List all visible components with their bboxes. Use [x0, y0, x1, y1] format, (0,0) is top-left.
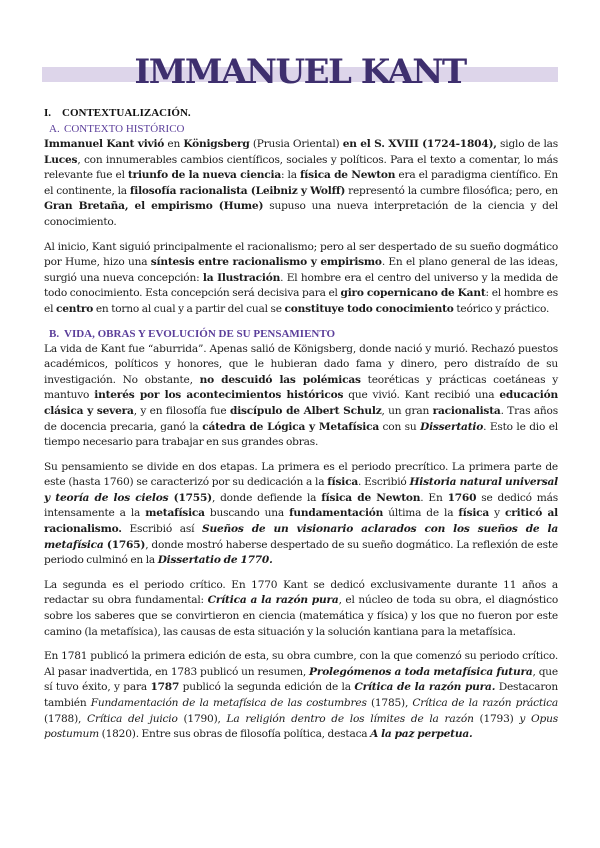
subsection-heading-b: [44, 327, 558, 342]
emphasized-text: racionalista: [432, 404, 501, 417]
italic-text: Fundamentación de la metafísica de las costumbres: [90, 697, 367, 709]
emphasized-text: interés por los acontecimientos históricos: [94, 389, 344, 402]
paragraph: Al inicio, Kant siguió principalmente el racionalismo; pero al ser despertado de su sueño dogmático por Hume, hizo una síntesis entre racionalismo y empirismo. En el plano general de las ideas, surgió una nueva concepción: la Ilustración. El hombre era el centro del universo y la medida de todo conocimiento. Esta concepción será decisiva para el giro copernicano de Kant: el hombre es el centro en torno al cual y a partir del cual se constituye todo conocimiento teórico y práctico.: [44, 240, 558, 315]
italic-text: Crítica de la razón práctica: [412, 697, 559, 709]
subsection-heading-a: [44, 122, 558, 137]
section-number: I.: [44, 107, 52, 119]
paragraph: La segunda es el periodo crítico. En 1770 Kant se dedicó exclusivamente durante 11 años a redactar su obra fundamental: Crítica a la razón pura, el núcleo de toda su obra, el diagnóstico sobre los saberes que se convirtieron en ciencia (matemática y física) y los que no fueron por este camino (la metafísica), las causas de esta situación y la solución kantiana para la metafísica.: [44, 578, 558, 638]
emphasized-text: constituye todo conocimiento: [284, 302, 454, 315]
paragraph: En 1781 publicó la primera edición de esta, su obra cumbre, con la que comenzó su periodo crítico. Al pasar inadvertida, en 1783 publicó un resumen, Prolegómenos a toda metafísica futura, que sí tuvo éxito, y para 1787 publicó la segunda edición de la Crítica de la razón pura. Destacaron también Fundamentación de la metafísica de las costumbres (1785), Crítica de la razón práctica (1788), Crítica del juicio (1790), La religión dentro de los límites de la razón (1793) y Opus postumum (1820). Entre sus obras de filosofía política, destaca A la paz perpetua.: [44, 650, 559, 741]
emphasized-text: (1755): [168, 491, 212, 504]
emphasized-text: Königsberg: [183, 138, 250, 150]
emphasized-text: física: [458, 507, 490, 520]
emphasized-text: Immanuel Kant vivió: [44, 138, 165, 150]
section-heading: [44, 106, 558, 121]
emphasized-text: física de Newton: [299, 169, 396, 182]
emphasized-text: (1765): [103, 538, 146, 551]
emphasized-text: Prolegómenos a toda metafísica futura: [309, 665, 533, 678]
emphasized-text: educación clásica y severa: [44, 389, 558, 417]
emphasized-text: fundamentación: [289, 507, 384, 520]
emphasized-text: no descuidó las polémicas: [199, 373, 361, 386]
italic-text: Crítica del juicio: [87, 712, 178, 725]
subsection-title: CONTEXTO HISTÓRICO: [64, 123, 185, 135]
emphasized-text: Historia natural universal y teoría de los cielos: [44, 476, 558, 504]
emphasized-text: centro: [55, 302, 94, 315]
emphasized-text: Luces: [44, 153, 78, 166]
paragraph: Immanuel Kant vivió en Königsberg (Prusia Oriental) en el S. XVIII (1724-1804), siglo de las Luces, con innumerables cambios científicos, sociales y políticos. Para el texto a comentar, lo más relevante fue el triunfo de la nueva ciencia: la física de Newton era el paradigma científico. En el continente, la filosofía racionalista (Leibniz y Wolff) representó la cumbre filosófica; pero, en Gran Bretaña, el empirismo (Hume) supuso una nueva interpretación de la ciencia y del conocimiento.: [44, 138, 559, 228]
emphasized-text: metafísica: [145, 507, 205, 520]
document-body: [44, 106, 558, 752]
emphasized-text: Gran Bretaña, el empirismo (Hume): [44, 200, 264, 213]
document-title: IMMANUEL KANT: [134, 52, 466, 92]
emphasized-text: giro copernicano de Kant: [340, 287, 486, 300]
emphasized-text: física de Newton: [321, 491, 421, 504]
emphasized-text: Dissertatio: [420, 420, 484, 433]
emphasized-text: triunfo de la nueva ciencia: [127, 169, 282, 182]
emphasized-text: A la paz perpetua.: [370, 728, 473, 741]
emphasized-text: 1787: [150, 681, 180, 694]
emphasized-text: Crítica a la razón pura: [207, 594, 339, 607]
emphasized-text: Crítica de la razón pura.: [354, 681, 496, 694]
paragraph: Su pensamiento se divide en dos etapas. La primera es el periodo precrítico. La primera parte de este (hasta 1760) se caracterizó por su dedicación a la física. Escribió Historia natural universal y teoría de los cielos (1755), donde defiende la física de Newton. En 1760 se dedicó más intensamente a la metafísica buscando una fundamentación última de la física y criticó al racionalismo. Escribió así Sueños de un visionario aclarados con los sueños de la metafísica (1765), donde mostró haberse despertado de su sueño dogmático. La reflexión de este periodo culminó en la Dissertatio de 1770.: [44, 460, 558, 567]
italic-text: y Opus postumum: [44, 712, 558, 741]
emphasized-text: Sueños de un visionario aclarados con los sueños de la metafísica: [44, 523, 558, 551]
emphasized-text: discípulo de Albert Schulz: [230, 404, 382, 417]
emphasized-text: en el S. XVIII (1724-1804),: [342, 138, 497, 150]
paragraph: La vida de Kant fue “aburrida”. Apenas salió de Königsberg, donde nació y murió. Rechazó puestos académicos, políticos y honores, que le hubieran dado fama y dinero, pero distraído de su investigación. No obstante, no descuidó las polémicas teoréticas y prácticas coetáneas y mantuvo interés por los acontecimientos históricos que vivió. Kant recibió una educación clásica y severa, y en filosofía fue discípulo de Albert Schulz, un gran racionalista. Tras años de docencia precaria, ganó la cátedra de Lógica y Metafísica con su Dissertatio. Esto le dio el tiempo necesario para trabajar en sus grandes obras.: [44, 342, 558, 449]
subsection-letter: B.: [49, 327, 60, 340]
section-title: CONTEXTUALIZACIÓN.: [62, 107, 191, 119]
emphasized-text: filosofía racionalista (Leibniz y Wolff): [129, 184, 346, 197]
italic-text: La religión dentro de los límites de la razón: [226, 712, 474, 725]
emphasized-text: cátedra de Lógica y Metafísica: [202, 420, 379, 433]
subsection-letter: A.: [49, 123, 60, 135]
emphasized-text: física: [327, 476, 358, 489]
emphasized-text: Dissertatio de 1770.: [157, 554, 273, 567]
emphasized-text: criticó al racionalismo.: [44, 507, 558, 536]
emphasized-text: la Ilustración: [202, 271, 281, 284]
emphasized-text: 1760: [447, 491, 477, 504]
subsection-title: VIDA, OBRAS Y EVOLUCIÓN DE SU PENSAMIENTO: [64, 327, 336, 340]
emphasized-text: síntesis entre racionalismo y empirismo: [150, 256, 382, 269]
